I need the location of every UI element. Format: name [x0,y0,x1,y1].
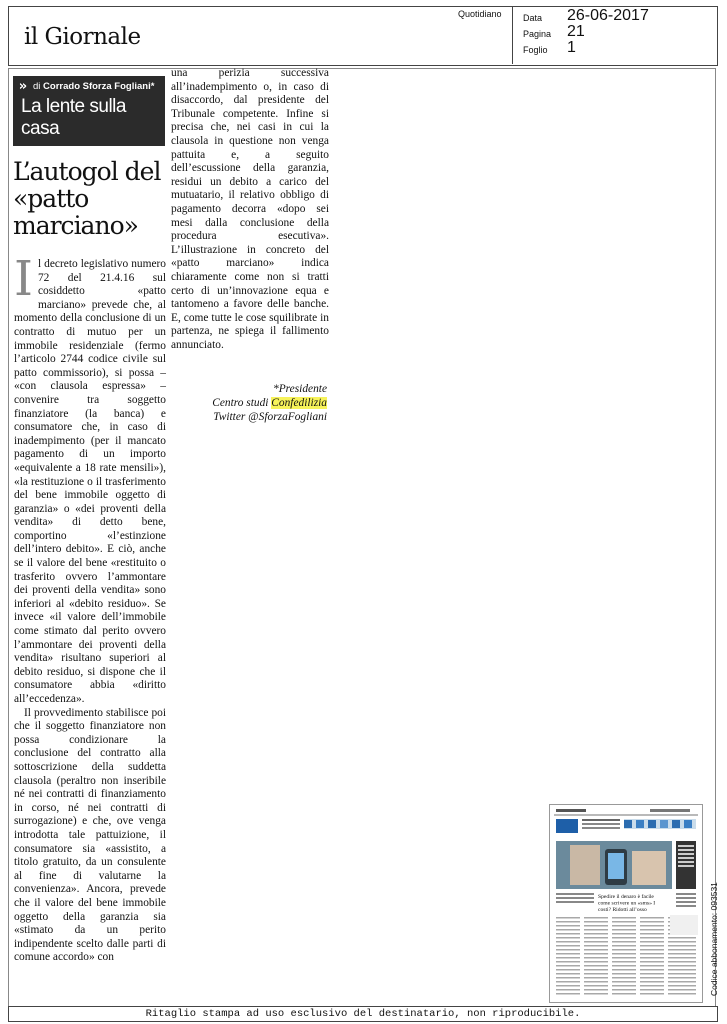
footer-notice: Ritaglio stampa ad uso esclusivo del destinatario, non riproducibile. [8,1006,718,1022]
thumbnail-image [550,805,702,1002]
meta-label-sheet: Foglio [523,45,548,55]
rubric-box [13,76,165,146]
thumbnail-headline: Spedire il denaro è facile come scrivere un «sms» I costi? Ridotti all’osso [598,894,656,913]
org-name-highlight: Confedilizia [271,397,327,409]
meta-value-date: 26-06-2017 [567,7,649,24]
paragraph-1-text: l decreto legislativo numero 72 del 21.4.16 sul cosiddetto «patto marciano» prevede che, al momento della conclusione di un contratto di mutuo per un immobile residenziale (fermo l’articolo 2744 codice civile sul patto commissorio), si possa – «con clausola espressa» – convenire tra soggetto finanziatore (la banca) e consumatore che, in caso di inadempimento (per il mancato pagamento di un importo «equivalente a 18 rate mensili»), «la restituzione o il trasferimento del bene immobile oggetto di garanzia» o «dei proventi della vendita» di detto bene, comportino «l’estinzione dell’intero debito». E ciò, anche se il valore del bene «restituito o trasferito ovvero l’ammontare dei proventi della vendita» sono inferiori al «debito residuo». Se invece «il valore dell’immobile come stimato dal perito ovvero l’ammontare dei proventi della vendita» risultano superiori al debito residuo, si dispone che il consumatore abbia «diritto all’eccedenza». [14,258,166,705]
masthead: il Giornale [24,24,141,50]
signature-org [171,396,327,410]
author-name: Corrado Sforza Fogliani* [43,81,155,92]
paragraph-1 [14,251,166,707]
meta-box [512,6,717,64]
org-prefix: Centro studi [212,397,269,409]
rubric-title: La lente sulla casa [21,96,126,139]
paragraph-2: Il provvedimento stabilisce poi che il soggetto finanziatore non possa condizionare la conclusione del contratto alla sottoscrizione della suddetta clausola (peraltro non inseribile né nei contratti di finanziamento in corso, né nei contratti di surrogazione) e che, ove venga introdotta tale pattuizione, il consumatore sia «assistito, a titolo gratuito, da un consulente al fine di valutarne la convenienza». Ancora, prevede che il valore del bene immobile oggetto della garanzia sia «stimato da un perito indipendente scelto dalle parti di comune accordo» con [14,706,166,964]
meta-label-date: Data [523,13,543,23]
paragraph-3: una perizia successiva all’inadempimento o, in caso di disaccordo, dal presidente del Tribunale competente. Infine si precisa che, nei casi in cui la clausola in questione non venga pattuita e, a seguito dell’escussione della garanzia, residui un debito a carico del mutuatario, il relativo obbligo di pagamento decorra «dopo sei mesi dalla conclusione della procedura esecutiva». L’illustrazione in concreto del «patto marciano» indica chiaramente come non si tratti certo di un’innovazione equa e tantomeno a favore delle banche. E, come tutte le cose squilibrate in partenza, ne spiega il fallimento annunciato. [171,67,329,351]
frequency-label: Quotidiano [458,9,502,19]
article-headline: L’autogol del «patto marciano» [13,157,161,240]
subscription-code-text: Codice abbonamento: 093531 [709,882,719,996]
meta-value-sheet: 1 [567,39,576,56]
article-column-1 [14,251,166,970]
article-column-2 [171,67,329,379]
meta-label-page: Pagina [523,29,552,39]
subscription-code [707,882,723,998]
author-signature [171,382,327,424]
signature-twitter: Twitter @SforzaFogliani [213,411,327,423]
rubric-author [33,81,154,92]
author-prefix: di [33,81,41,92]
drop-cap: I [14,251,33,307]
meta-value-page: 21 [567,23,585,40]
page-thumbnail [549,804,703,1003]
signature-role: *Presidente [273,383,327,395]
chevron-right-icon: » [18,79,28,94]
